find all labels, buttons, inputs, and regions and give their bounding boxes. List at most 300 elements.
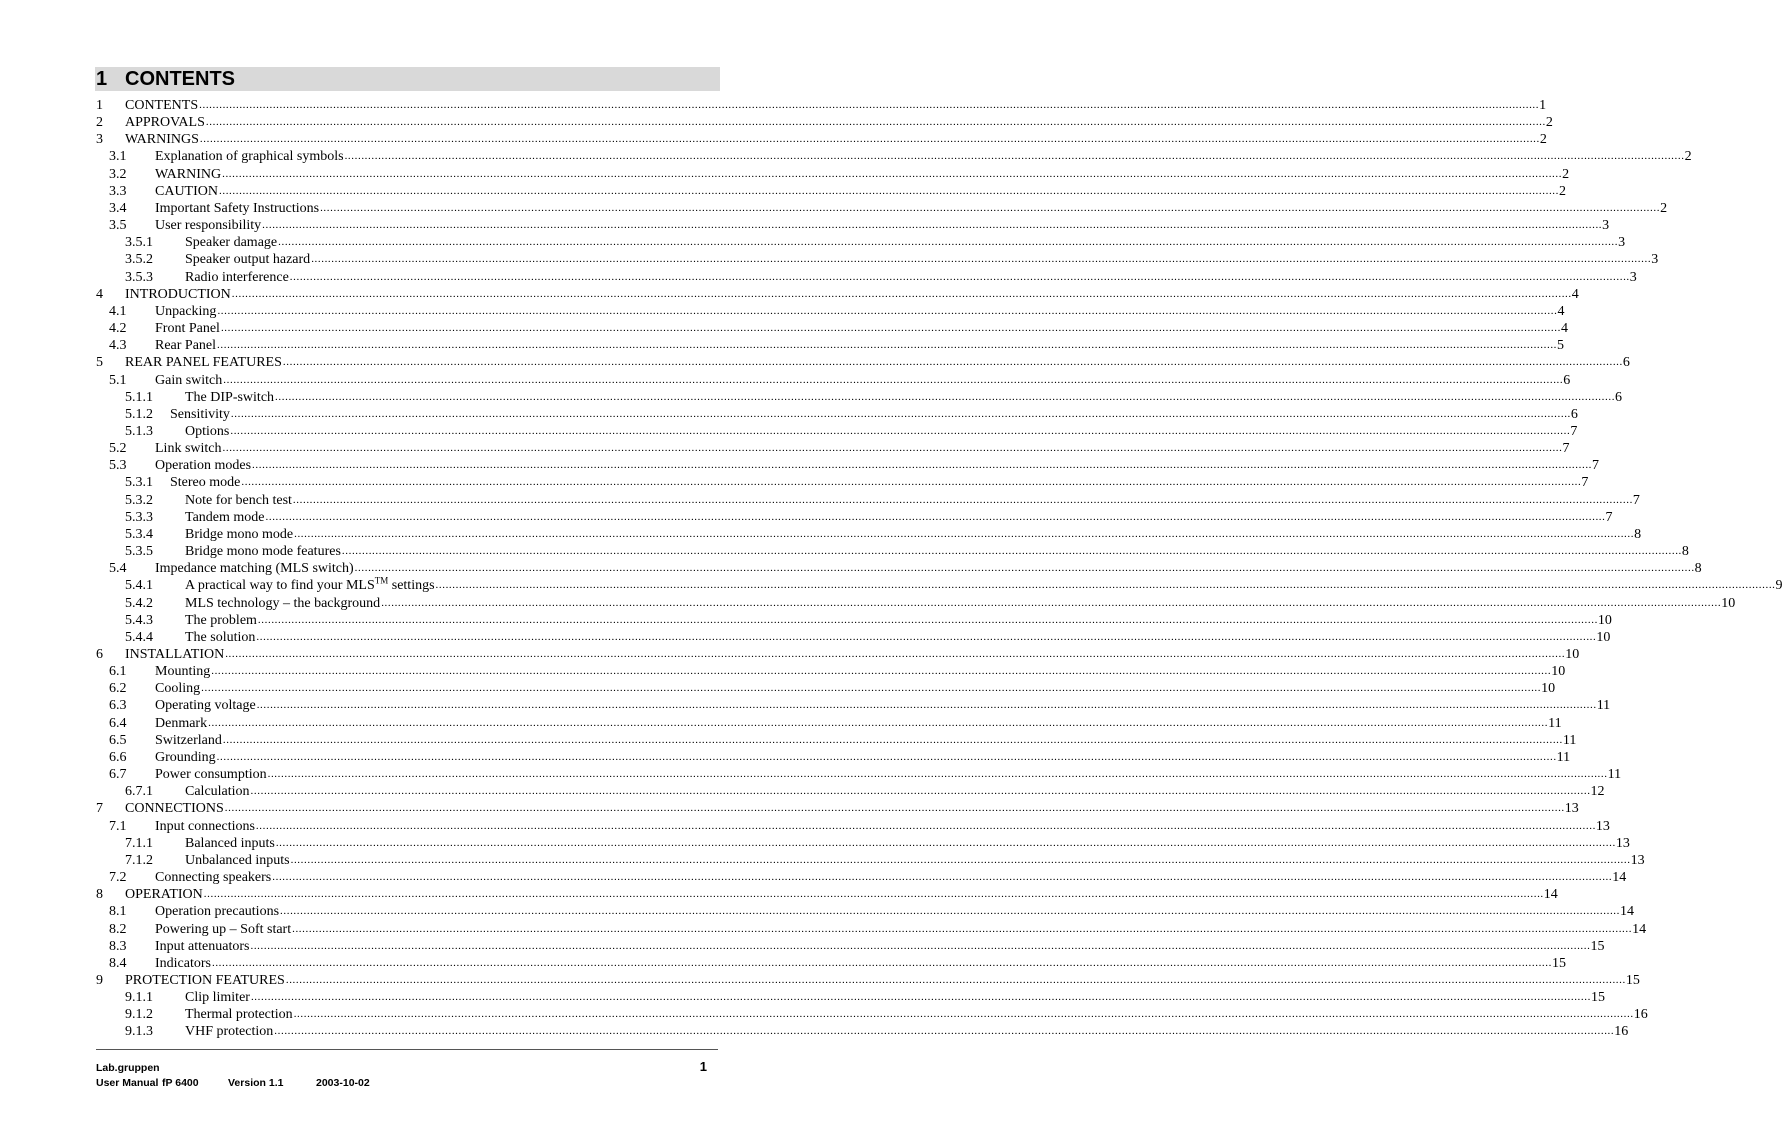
dot-leader: ................................................................................................................................................................................................................................................................................................................................................................................................................ — [217, 304, 1558, 317]
page-number: 1 — [699, 1059, 707, 1074]
toc-page-number: 10 — [1597, 612, 1612, 628]
toc-page-number: 10 — [1541, 681, 1556, 697]
toc-number: 3.5.1 — [125, 235, 153, 251]
table-of-contents — [96, 97, 1783, 1041]
toc-label[interactable] — [155, 217, 261, 234]
toc-number: 5.3.2 — [125, 492, 153, 508]
toc-label[interactable] — [155, 560, 354, 577]
toc-label-text: PROTECTION FEATURES — [125, 972, 285, 988]
toc-label[interactable] — [125, 972, 285, 989]
toc-number: 2 — [96, 115, 103, 131]
toc-label[interactable] — [185, 612, 257, 629]
toc-label[interactable] — [155, 715, 207, 732]
toc-row[interactable] — [96, 269, 1637, 286]
toc-label-text: WARNINGS — [125, 132, 199, 148]
dot-leader: ................................................................................................................................................................................................................................................................................................................................................................................................................ — [241, 476, 1582, 489]
toc-row[interactable] — [96, 800, 1579, 817]
toc-number: 4.3 — [109, 338, 127, 354]
toc-row[interactable] — [96, 835, 1630, 852]
toc-label-text: Bridge mono mode — [185, 526, 294, 542]
toc-number: 4.2 — [109, 321, 127, 337]
toc-label[interactable] — [185, 269, 289, 286]
toc-number: 5.1.3 — [125, 423, 153, 439]
toc-number: 6.7.1 — [125, 784, 153, 800]
toc-label-text: User responsibility — [155, 218, 262, 234]
toc-page-number: 13 — [1630, 852, 1645, 868]
toc-label[interactable] — [125, 286, 231, 303]
dot-leader: ................................................................................................................................................................................................................................................................................................................................................................................................................ — [274, 1025, 1615, 1038]
toc-label-text: Explanation of graphical symbols — [155, 149, 344, 165]
toc-row[interactable] — [96, 886, 1558, 903]
toc-row[interactable] — [96, 320, 1568, 337]
toc-row[interactable] — [96, 575, 1783, 594]
toc-label[interactable] — [155, 697, 256, 714]
toc-row[interactable] — [96, 286, 1579, 303]
dot-leader: ................................................................................................................................................................................................................................................................................................................................................................................................................ — [250, 785, 1591, 798]
toc-page-number: 7 — [1632, 492, 1640, 508]
toc-label[interactable] — [125, 97, 198, 114]
dot-leader: ................................................................................................................................................................................................................................................................................................................................................................................................................ — [275, 390, 1616, 403]
dot-leader: ................................................................................................................................................................................................................................................................................................................................................................................................................ — [201, 682, 1542, 695]
toc-row[interactable] — [96, 97, 1547, 114]
toc-row[interactable] — [96, 492, 1640, 509]
toc-label-text: Tandem mode — [185, 509, 265, 525]
toc-row[interactable] — [96, 372, 1571, 389]
toc-row[interactable] — [96, 783, 1605, 800]
toc-label[interactable] — [155, 148, 344, 165]
toc-label-suffix: settings — [388, 578, 435, 594]
toc-label[interactable] — [155, 166, 221, 183]
dot-leader: ................................................................................................................................................................................................................................................................................................................................................................................................................ — [217, 339, 1558, 352]
toc-page-number: 8 — [1634, 526, 1642, 542]
toc-label-text: Sensitivity — [170, 406, 230, 422]
toc-number: 5.4.3 — [125, 612, 153, 628]
toc-label-text: Rear Panel — [155, 338, 217, 354]
toc-page-number: 11 — [1548, 715, 1562, 731]
toc-number: 3.3 — [109, 183, 127, 199]
toc-number: 8.2 — [109, 921, 127, 937]
toc-number: 6.5 — [109, 732, 127, 748]
toc-page-number: 14 — [1543, 887, 1558, 903]
toc-label[interactable] — [155, 457, 251, 474]
toc-number: 7.1 — [109, 818, 127, 834]
toc-page-number: 10 — [1596, 629, 1611, 645]
dot-leader: ................................................................................................................................................................................................................................................................................................................................................................................................................ — [292, 493, 1633, 506]
dot-leader: ................................................................................................................................................................................................................................................................................................................................................................................................................ — [230, 424, 1571, 437]
toc-number: 6.4 — [109, 715, 127, 731]
toc-label-text: Balanced inputs — [185, 835, 275, 851]
toc-row[interactable] — [96, 938, 1605, 955]
toc-label-text: Radio interference — [185, 269, 289, 285]
dot-leader: ................................................................................................................................................................................................................................................................................................................................................................................................................ — [265, 510, 1606, 523]
dot-leader: ................................................................................................................................................................................................................................................................................................................................................................................................................ — [222, 442, 1563, 455]
toc-row[interactable] — [96, 354, 1630, 371]
toc-label[interactable] — [155, 766, 267, 783]
toc-row[interactable] — [96, 560, 1702, 577]
toc-label-text: Front Panel — [155, 321, 220, 337]
toc-row[interactable] — [96, 509, 1613, 526]
dot-leader: ................................................................................................................................................................................................................................................................................................................................................................................................................ — [341, 545, 1682, 558]
toc-row[interactable] — [96, 903, 1635, 920]
toc-label[interactable] — [155, 732, 222, 749]
toc-label[interactable] — [125, 114, 205, 131]
footer-divider — [96, 1049, 718, 1050]
toc-label-text: Clip limiter — [185, 990, 250, 1006]
toc-number: 5.3 — [109, 458, 127, 474]
toc-label-text: Speaker output hazard — [185, 252, 311, 268]
toc-label[interactable] — [170, 406, 230, 423]
toc-label[interactable] — [155, 955, 211, 972]
toc-page-number: 2 — [1539, 132, 1547, 148]
toc-row[interactable] — [96, 131, 1547, 148]
toc-label[interactable] — [185, 852, 290, 869]
toc-row[interactable] — [96, 749, 1571, 766]
dot-leader: ................................................................................................................................................................................................................................................................................................................................................................................................................ — [216, 750, 1557, 763]
toc-row[interactable] — [96, 389, 1623, 406]
toc-page-number: 11 — [1607, 767, 1622, 783]
toc-label-text: Cooling — [155, 681, 201, 697]
dot-leader: ................................................................................................................................................................................................................................................................................................................................................................................................................ — [203, 888, 1544, 901]
toc-row[interactable] — [96, 612, 1612, 629]
toc-page-number: 14 — [1632, 921, 1647, 937]
toc-label-text: APPROVALS — [125, 115, 205, 131]
toc-label[interactable] — [155, 663, 210, 680]
toc-label-text: CONTENTS — [125, 98, 199, 113]
toc-label[interactable] — [185, 234, 277, 251]
toc-number: 5.3.4 — [125, 526, 153, 542]
toc-label-text: Input attenuators — [155, 938, 250, 954]
toc-row[interactable] — [96, 732, 1577, 749]
toc-label-text: A practical way to find your MLS — [185, 578, 375, 594]
toc-label[interactable] — [125, 800, 224, 817]
toc-row[interactable] — [96, 818, 1610, 835]
dot-leader: ................................................................................................................................................................................................................................................................................................................................................................................................................ — [219, 184, 1559, 197]
toc-label[interactable] — [125, 646, 224, 663]
toc-label-text: Operating voltage — [155, 698, 256, 714]
toc-number: 3 — [96, 132, 103, 148]
dot-leader: ................................................................................................................................................................................................................................................................................................................................................................................................................ — [205, 116, 1546, 129]
toc-label[interactable] — [185, 526, 293, 543]
toc-label-text: Speaker damage — [185, 235, 278, 251]
dot-leader: ................................................................................................................................................................................................................................................................................................................................................................................................................ — [275, 836, 1616, 849]
toc-page-number: 4 — [1571, 286, 1579, 302]
toc-number: 3.1 — [109, 149, 127, 165]
dot-leader: ................................................................................................................................................................................................................................................................................................................................................................................................................ — [199, 99, 1540, 111]
toc-number: 8 — [96, 887, 103, 903]
toc-label-text: WARNING — [155, 166, 222, 182]
toc-row[interactable] — [96, 595, 1736, 612]
toc-number: 5.2 — [109, 441, 127, 457]
toc-row[interactable] — [96, 1023, 1629, 1040]
toc-page-number: 8 — [1681, 544, 1689, 560]
toc-page-number: 7 — [1592, 458, 1600, 474]
dot-leader: ................................................................................................................................................................................................................................................................................................................................................................................................................ — [320, 201, 1661, 214]
toc-label[interactable] — [185, 1023, 273, 1040]
toc-number: 5.3.3 — [125, 509, 153, 525]
toc-row[interactable] — [96, 680, 1556, 697]
toc-page-number: 12 — [1590, 784, 1605, 800]
toc-label-text: Gain switch — [155, 372, 223, 388]
toc-row[interactable] — [96, 869, 1627, 886]
footer-company: Lab.gruppen — [96, 1062, 160, 1074]
toc-label[interactable] — [155, 303, 216, 320]
dot-leader: ................................................................................................................................................................................................................................................................................................................................................................................................................ — [199, 133, 1540, 146]
dot-leader: ................................................................................................................................................................................................................................................................................................................................................................................................................ — [208, 716, 1549, 729]
toc-row[interactable] — [96, 234, 1626, 251]
toc-label[interactable] — [125, 886, 203, 903]
toc-number: 8.1 — [109, 904, 127, 920]
toc-number: 5.1 — [109, 372, 127, 388]
toc-page-number: 2 — [1562, 166, 1570, 182]
toc-page-number: 11 — [1562, 732, 1577, 748]
toc-label-text: Powering up – Soft start — [155, 921, 292, 937]
toc-label-text: The DIP-switch — [185, 389, 275, 405]
toc-number: 6.7 — [109, 767, 127, 783]
toc-number: 9.1.1 — [125, 990, 153, 1006]
dot-leader: ................................................................................................................................................................................................................................................................................................................................................................................................................ — [255, 819, 1596, 832]
toc-row[interactable] — [96, 337, 1565, 354]
toc-page-number: 13 — [1595, 818, 1610, 834]
dot-leader: ................................................................................................................................................................................................................................................................................................................................................................................................................ — [252, 459, 1593, 472]
toc-number: 5.3.5 — [125, 544, 153, 560]
toc-label-text: Thermal protection — [185, 1007, 293, 1023]
toc-row[interactable] — [96, 1006, 1648, 1023]
toc-page-number: 14 — [1612, 870, 1627, 886]
toc-label-text: Unbalanced inputs — [185, 852, 290, 868]
toc-label[interactable] — [155, 440, 222, 457]
toc-label[interactable] — [170, 474, 240, 491]
toc-label-text: CAUTION — [155, 183, 218, 199]
toc-row[interactable] — [96, 989, 1605, 1006]
toc-page-number: 4 — [1557, 303, 1565, 319]
toc-row[interactable] — [96, 423, 1578, 440]
toc-number: 5.4.4 — [125, 629, 153, 645]
toc-row[interactable] — [96, 697, 1611, 714]
toc-number: 4 — [96, 286, 103, 302]
toc-label-text: The problem — [185, 612, 257, 628]
toc-label-text: CONNECTIONS — [125, 801, 224, 817]
dot-leader: ................................................................................................................................................................................................................................................................................................................................................................................................................ — [290, 853, 1631, 866]
toc-row[interactable] — [96, 440, 1570, 457]
toc-label[interactable] — [155, 680, 200, 697]
toc-label[interactable] — [155, 749, 216, 766]
toc-page-number: 14 — [1620, 904, 1635, 920]
dot-leader: ................................................................................................................................................................................................................................................................................................................................................................................................................ — [282, 356, 1623, 369]
toc-page-number: 5 — [1557, 338, 1565, 354]
toc-row[interactable] — [96, 183, 1566, 200]
dot-leader: ................................................................................................................................................................................................................................................................................................................................................................................................................ — [222, 167, 1563, 180]
dot-leader: ................................................................................................................................................................................................................................................................................................................................................................................................................ — [262, 219, 1603, 232]
toc-number: 5.1.1 — [125, 389, 153, 405]
dot-leader: ................................................................................................................................................................................................................................................................................................................................................................................................................ — [354, 562, 1695, 575]
toc-page-number: 6 — [1570, 406, 1578, 422]
dot-leader: ................................................................................................................................................................................................................................................................................................................................................................................................................ — [289, 270, 1630, 283]
toc-label[interactable] — [185, 989, 250, 1006]
toc-number: 3.5 — [109, 218, 127, 234]
toc-label[interactable] — [155, 818, 255, 835]
toc-page-number: 7 — [1581, 475, 1589, 491]
toc-label[interactable] — [125, 131, 199, 148]
toc-row[interactable] — [96, 629, 1611, 646]
toc-label[interactable] — [185, 509, 265, 526]
toc-row[interactable] — [96, 766, 1622, 783]
dot-leader: ................................................................................................................................................................................................................................................................................................................................................................................................................ — [222, 733, 1563, 746]
toc-label-text: VHF protection — [185, 1024, 274, 1040]
toc-page-number: 4 — [1560, 321, 1568, 337]
toc-label[interactable] — [155, 869, 271, 886]
toc-label[interactable] — [185, 835, 275, 852]
toc-row[interactable] — [96, 114, 1553, 131]
toc-label[interactable] — [155, 921, 291, 938]
toc-row[interactable] — [96, 663, 1566, 680]
toc-row[interactable] — [96, 166, 1570, 183]
dot-leader: ................................................................................................................................................................................................................................................................................................................................................................................................................ — [344, 150, 1685, 163]
toc-label-text: INSTALLATION — [125, 647, 225, 662]
toc-number: 8.3 — [109, 938, 127, 954]
toc-row[interactable] — [96, 217, 1610, 234]
toc-label-text: Power consumption — [155, 767, 267, 783]
dot-leader: ................................................................................................................................................................................................................................................................................................................................................................................................................ — [311, 253, 1652, 266]
toc-number: 7.2 — [109, 870, 127, 886]
toc-label-text: The solution — [185, 629, 256, 645]
heading-number: 1 — [96, 68, 108, 90]
dot-leader: ................................................................................................................................................................................................................................................................................................................................................................................................................ — [278, 236, 1619, 249]
page-title: CONTENTS — [125, 68, 235, 90]
toc-label[interactable] — [185, 543, 341, 560]
dot-leader: ................................................................................................................................................................................................................................................................................................................................................................................................................ — [211, 665, 1552, 678]
footer-version: Version 1.1 — [228, 1077, 284, 1089]
toc-page-number: 2 — [1559, 183, 1566, 199]
toc-number: 6 — [96, 647, 103, 662]
toc-row[interactable] — [96, 474, 1589, 491]
toc-number: 9.1.2 — [125, 1007, 153, 1023]
toc-label[interactable] — [185, 629, 255, 646]
toc-label[interactable] — [155, 320, 220, 337]
dot-leader: ................................................................................................................................................................................................................................................................................................................................................................................................................ — [381, 596, 1722, 609]
dot-leader: ................................................................................................................................................................................................................................................................................................................................................................................................................ — [267, 768, 1608, 781]
dot-leader: ................................................................................................................................................................................................................................................................................................................................................................................................................ — [250, 991, 1591, 1004]
footer-model: fP 6400 — [162, 1077, 199, 1089]
dot-leader: ................................................................................................................................................................................................................................................................................................................................................................................................................ — [294, 527, 1635, 540]
toc-number: 6.6 — [109, 749, 127, 765]
toc-label[interactable] — [185, 251, 310, 268]
toc-page-number: 15 — [1590, 990, 1605, 1006]
toc-label-text: Operation precautions — [155, 904, 280, 920]
toc-row[interactable] — [96, 921, 1647, 938]
toc-page-number: 6 — [1622, 355, 1630, 371]
toc-row[interactable] — [96, 715, 1562, 732]
toc-row[interactable] — [96, 646, 1580, 663]
toc-number: 7.1.1 — [125, 835, 153, 851]
toc-row[interactable] — [96, 457, 1600, 474]
toc-number: 9.1.3 — [125, 1024, 153, 1040]
toc-label[interactable] — [155, 372, 222, 389]
toc-page-number: 10 — [1565, 647, 1580, 662]
toc-label[interactable] — [185, 577, 435, 594]
toc-label[interactable] — [185, 595, 380, 612]
toc-label[interactable] — [125, 354, 282, 371]
trademark-superscript: TM — [374, 575, 389, 586]
toc-number: 6.3 — [109, 698, 127, 714]
dot-leader: ................................................................................................................................................................................................................................................................................................................................................................................................................ — [280, 905, 1621, 918]
dot-leader: ................................................................................................................................................................................................................................................................................................................................................................................................................ — [272, 871, 1613, 884]
toc-label[interactable] — [155, 200, 319, 217]
toc-label-text: Link switch — [155, 441, 222, 457]
toc-number: 5 — [96, 355, 103, 371]
toc-row[interactable] — [96, 406, 1578, 423]
footer-manual: User Manual — [96, 1077, 159, 1089]
toc-label-text: Options — [185, 423, 230, 439]
toc-row[interactable] — [96, 955, 1566, 972]
toc-number: 5.1.2 — [125, 406, 153, 422]
toc-number: 3.5.3 — [125, 269, 153, 285]
dot-leader: ................................................................................................................................................................................................................................................................................................................................................................................................................ — [257, 613, 1598, 626]
toc-page-number: 11 — [1556, 749, 1571, 765]
toc-number: 5.4.2 — [125, 595, 153, 611]
toc-label-text: Calculation — [185, 784, 250, 800]
toc-label[interactable] — [155, 337, 216, 354]
toc-label-text: Input connections — [155, 818, 255, 834]
dot-leader: ................................................................................................................................................................................................................................................................................................................................................................................................................ — [256, 630, 1597, 643]
toc-page-number: 10 — [1721, 595, 1736, 611]
toc-number: 1 — [96, 98, 103, 113]
toc-number: 4.1 — [109, 303, 127, 319]
toc-page-number: 15 — [1590, 938, 1605, 954]
toc-row[interactable] — [96, 543, 1689, 560]
toc-label[interactable] — [155, 903, 279, 920]
toc-number: 3.2 — [109, 166, 127, 182]
toc-row[interactable] — [96, 251, 1659, 268]
toc-number: 6.2 — [109, 681, 127, 697]
toc-page-number: 7 — [1570, 423, 1578, 439]
toc-page-number: 1 — [1539, 98, 1547, 113]
dot-leader: ................................................................................................................................................................................................................................................................................................................................................................................................................ — [230, 407, 1571, 420]
toc-row[interactable] — [96, 526, 1642, 543]
toc-label[interactable] — [185, 423, 229, 440]
toc-page-number: 2 — [1545, 115, 1553, 131]
dot-leader: ................................................................................................................................................................................................................................................................................................................................................................................................................ — [220, 322, 1561, 335]
toc-label-text: Grounding — [155, 749, 216, 765]
toc-page-number: 16 — [1614, 1024, 1629, 1040]
toc-label-text: Indicators — [155, 955, 211, 971]
toc-row[interactable] — [96, 972, 1640, 989]
toc-label[interactable] — [155, 183, 218, 200]
toc-label[interactable] — [185, 389, 274, 406]
dot-leader: ................................................................................................................................................................................................................................................................................................................................................................................................................ — [224, 802, 1565, 815]
toc-label[interactable] — [185, 492, 292, 509]
toc-label-text: Bridge mono mode features — [185, 544, 341, 560]
toc-page-number: 3 — [1651, 252, 1659, 268]
toc-page-number: 8 — [1694, 561, 1702, 577]
toc-row[interactable] — [96, 200, 1668, 217]
toc-page-number: 2 — [1684, 149, 1692, 165]
toc-page-number: 13 — [1615, 835, 1630, 851]
toc-row[interactable] — [96, 148, 1692, 165]
toc-row[interactable] — [96, 303, 1565, 320]
toc-number: 3.4 — [109, 200, 127, 216]
toc-label[interactable] — [185, 783, 250, 800]
toc-label[interactable] — [155, 938, 249, 955]
toc-row[interactable] — [96, 852, 1645, 869]
toc-number: 6.1 — [109, 664, 127, 680]
toc-page-number: 2 — [1660, 200, 1668, 216]
toc-page-number: 13 — [1564, 801, 1579, 817]
toc-label-text: Connecting speakers — [155, 870, 272, 886]
toc-number: 5.4.1 — [125, 578, 153, 594]
toc-number: 5.4 — [109, 561, 127, 577]
toc-label[interactable] — [185, 1006, 293, 1023]
toc-label-text: Mounting — [155, 664, 211, 680]
